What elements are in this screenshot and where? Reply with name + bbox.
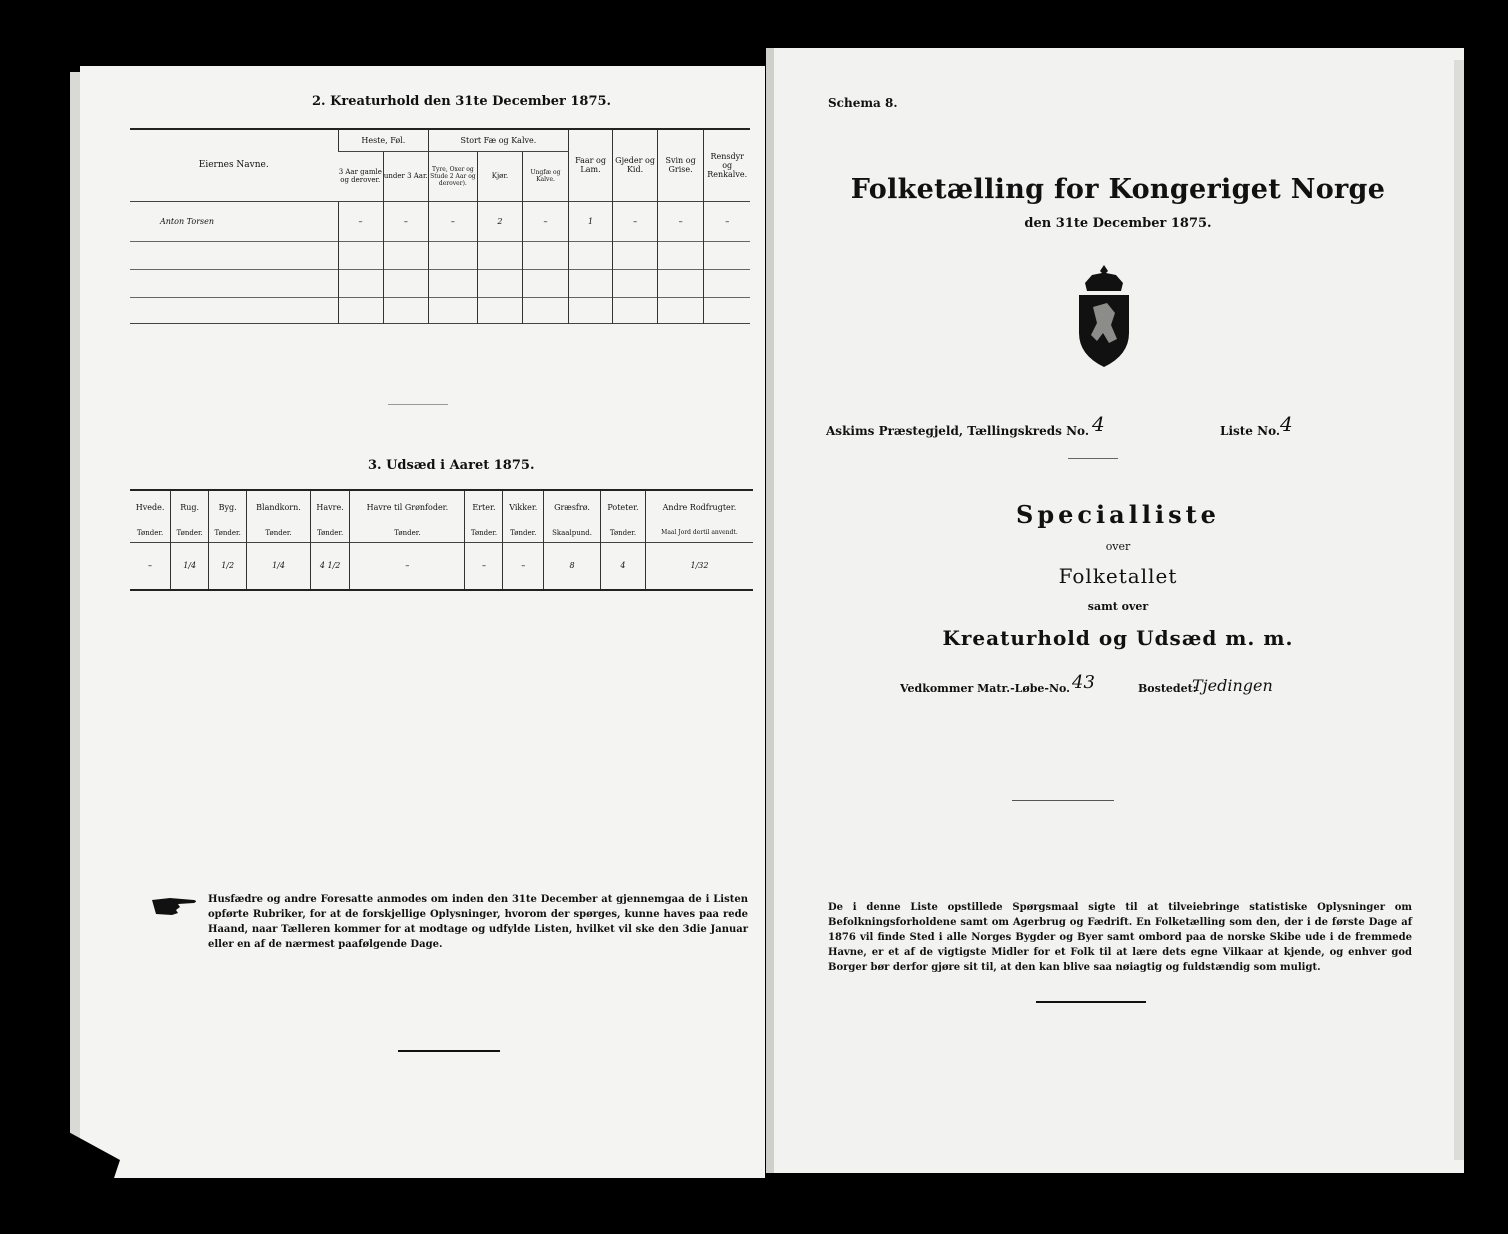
- liste-label: Liste No.: [1220, 424, 1281, 438]
- table-row: [130, 542, 753, 590]
- over-label: over: [1105, 540, 1131, 553]
- census-date: den 31te December 1875.: [1024, 216, 1212, 231]
- divider: [1012, 800, 1114, 801]
- livestock-cell: –: [383, 201, 429, 241]
- livestock-cell: –: [657, 201, 704, 241]
- seed-value: 1/4: [247, 542, 311, 590]
- table-row: [130, 297, 750, 323]
- seed-unit: Maal Jord dertil anvendt.: [645, 524, 753, 542]
- seed-header: Rug.: [171, 490, 209, 524]
- seed-header: Hvede.: [135, 503, 165, 512]
- seed-unit: Tønder.: [171, 524, 209, 542]
- livestock-cell: –: [704, 201, 750, 241]
- coat-of-arms-icon: [1071, 263, 1137, 373]
- footer-text: De i denne Liste opstillede Spørgsmaal sigte til at tilveiebringe statistiske Oplysninger om Befolkningsforholdene samt om Agerbrug og Fædrift. En Folketælling som den, der i de første Dage af 1876 vil finde Sted i alle Norges Bygder og Byer samt ombord paa de norske Skibe ude i de fremmede Havne, er et af de vigtigste Midler for et Folk til at lære dets egne Vilkaar at kjende, og enhver god Borger bør derfor gjøre sit til, at den kan blive saa nøiagtig og fuldstændig som muligt.: [828, 902, 1412, 973]
- livestock-cell: 2: [477, 201, 523, 241]
- seed-value: –: [350, 542, 465, 590]
- page-edge: [70, 72, 80, 1172]
- seed-value: –: [148, 561, 153, 571]
- seed-value: –: [503, 542, 544, 590]
- seed-unit: Tønder.: [136, 528, 164, 537]
- seed-unit: Tønder.: [247, 524, 311, 542]
- seed-header: Græsfrø.: [544, 490, 601, 524]
- seed-unit: Tønder.: [465, 524, 503, 542]
- section3-title: 3. Udsæd i Aaret 1875.: [368, 458, 535, 473]
- seed-value: 4: [600, 542, 645, 590]
- divider: [1068, 458, 1118, 459]
- seed-value: 1/4: [171, 542, 209, 590]
- bosted-name: Tjedingen: [1192, 676, 1273, 695]
- bosted-label: Bostedet:: [1138, 682, 1197, 695]
- livestock-cell: –: [613, 201, 658, 241]
- seed-header: Erter.: [465, 490, 503, 524]
- seed-unit: Tønder.: [209, 524, 247, 542]
- reindeer-header: Rensdyr og Renkalve.: [704, 129, 750, 201]
- clip-left: [0, 1080, 150, 1230]
- seed-value: 1/2: [209, 542, 247, 590]
- liste-number: 4: [1280, 412, 1293, 436]
- seed-unit: Tønder.: [310, 524, 350, 542]
- pointing-hand-icon: [150, 894, 200, 922]
- horse-group-header: Heste, Føl.: [338, 129, 429, 151]
- seed-header: Havre.: [310, 490, 350, 524]
- parish-label: Askims Præstegjeld, Tællingskreds No.: [826, 424, 1090, 438]
- sheep-header: Faar og Lam.: [568, 129, 613, 201]
- divider: [388, 404, 448, 405]
- seed-unit: Tønder.: [600, 524, 645, 542]
- livestock-table: [130, 128, 750, 324]
- pigs-header: Svin og Grise.: [657, 129, 704, 201]
- livestock-cell: –: [523, 201, 569, 241]
- seed-header: Vikker.: [503, 490, 544, 524]
- closing-rule: [398, 1050, 500, 1052]
- cattle-sub1: Tyre, Oxer og Stude 2 Aar og derover).: [429, 151, 478, 201]
- left-page: [80, 66, 765, 1178]
- horse-sub2: under 3 Aar.: [383, 151, 429, 201]
- seed-unit: Tønder.: [503, 524, 544, 542]
- cattle-group-header: Stort Fæ og Kalve.: [429, 129, 569, 151]
- folketallet-title: Folketallet: [1058, 564, 1178, 588]
- table-row: [130, 201, 750, 241]
- notice-text: Husfædre og andre Foresatte anmodes om inden den 31te December at gjennemgaa de i Listen opførte Rubriker, for at de forskjellige Oplysninger, hvorom der spørges, kunne haves paa rede Haand, naar Tælleren kommer for at modtage og udfylde Listen, hvilket vil ske den 3die Januar eller en af de nærmest paafølgende Dage.: [208, 894, 748, 950]
- livestock-cell: –: [338, 201, 383, 241]
- seed-table: [130, 489, 753, 591]
- specialliste-title: Specialliste: [1016, 500, 1220, 529]
- owner-header: Eiernes Navne.: [198, 160, 269, 171]
- section2-title: 2. Kreaturhold den 31te December 1875.: [312, 94, 612, 109]
- seed-value: 4 1/2: [310, 542, 350, 590]
- table-row: [130, 241, 750, 269]
- kreaturhold-title: Kreaturhold og Udsæd m. m.: [942, 626, 1294, 650]
- horse-sub1: 3 Aar gamle og derover.: [338, 168, 382, 184]
- main-title: Folketælling for Kongeriget Norge: [850, 174, 1386, 205]
- kreds-number: 4: [1092, 412, 1105, 436]
- owner-name: Anton Torsen: [160, 216, 215, 226]
- seed-unit: Tønder.: [350, 524, 465, 542]
- seed-value: 8: [544, 542, 601, 590]
- cattle-sub3: Ungfæ og Kalve.: [523, 151, 569, 201]
- livestock-cell: 1: [568, 201, 613, 241]
- seed-value: 1/32: [645, 542, 753, 590]
- cattle-sub2: Kjør.: [477, 151, 523, 201]
- matr-label: Vedkommer Matr.-Løbe-No.: [900, 682, 1070, 695]
- seed-header: Byg.: [209, 490, 247, 524]
- right-page: [772, 48, 1464, 1173]
- seed-unit: Skaalpund.: [544, 524, 601, 542]
- goats-header: Gjeder og Kid.: [613, 129, 658, 201]
- samt-over-label: samt over: [1087, 600, 1149, 613]
- seed-header: Poteter.: [600, 490, 645, 524]
- schema-label: Schema 8.: [828, 96, 898, 110]
- seed-header: Andre Rodfrugter.: [645, 490, 753, 524]
- seed-header: Havre til Grønfoder.: [350, 490, 465, 524]
- closing-rule: [1036, 1001, 1146, 1003]
- matr-number: 43: [1072, 672, 1095, 693]
- seed-header: Blandkorn.: [247, 490, 311, 524]
- livestock-cell: –: [429, 201, 478, 241]
- seed-value: –: [465, 542, 503, 590]
- table-row: [130, 269, 750, 297]
